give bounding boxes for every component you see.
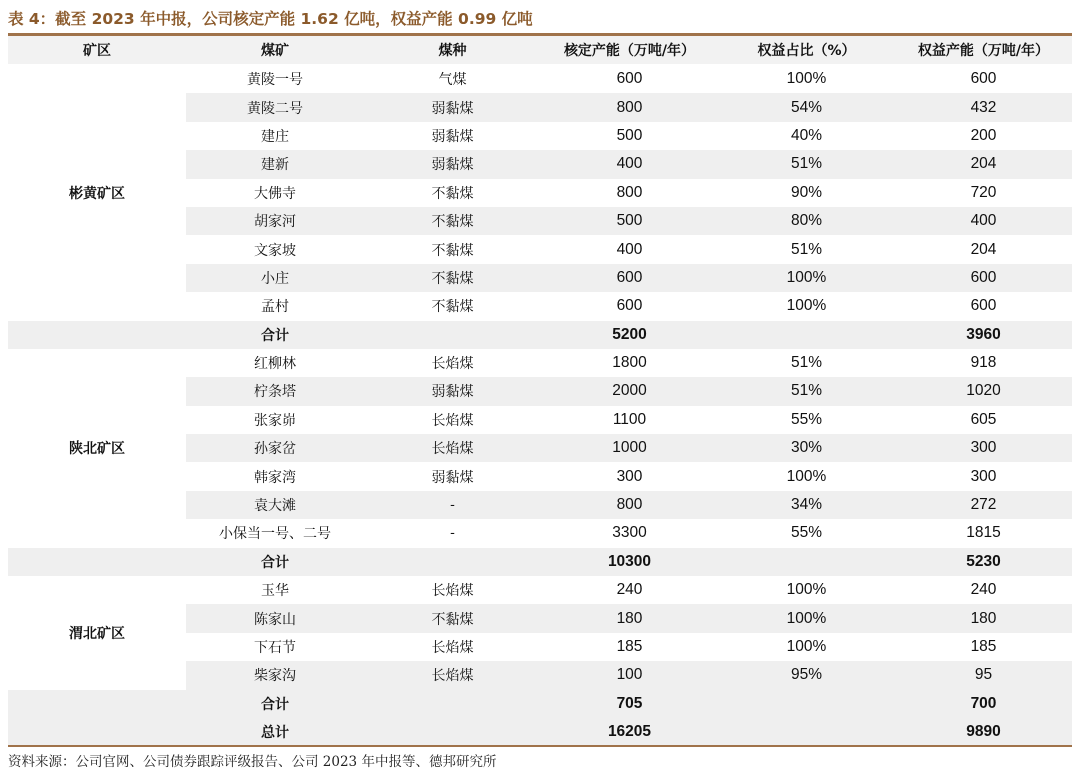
total-capacity: 16205 bbox=[541, 718, 718, 746]
region-cell: 彬黄矿区 bbox=[8, 65, 186, 321]
subtotal-row bbox=[8, 690, 1072, 718]
coal-type-cell: 不黏煤 bbox=[364, 207, 541, 235]
subtotal-label: 合计 bbox=[186, 321, 364, 349]
mine-cell: 下石节 bbox=[186, 633, 364, 661]
capacity-cell: 800 bbox=[541, 491, 718, 519]
equity-share-cell: 100% bbox=[718, 633, 895, 661]
equity-capacity-cell: 600 bbox=[895, 65, 1072, 94]
equity-capacity-cell: 432 bbox=[895, 93, 1072, 121]
equity-share-cell: 51% bbox=[718, 150, 895, 178]
mine-cell: 建庄 bbox=[186, 122, 364, 150]
equity-share-cell: 55% bbox=[718, 519, 895, 547]
equity-share-cell: 51% bbox=[718, 377, 895, 405]
mine-cell: 玉华 bbox=[186, 576, 364, 604]
coal-type-cell: 长焰煤 bbox=[364, 434, 541, 462]
equity-share-cell: 55% bbox=[718, 406, 895, 434]
subtotal-capacity: 705 bbox=[541, 690, 718, 718]
header-cell: 矿区 bbox=[8, 36, 186, 65]
subtotal-capacity: 5200 bbox=[541, 321, 718, 349]
mine-cell: 黄陵二号 bbox=[186, 93, 364, 121]
mine-cell: 韩家湾 bbox=[186, 462, 364, 490]
equity-capacity-cell: 204 bbox=[895, 235, 1072, 263]
empty-cell bbox=[364, 321, 541, 349]
equity-share-cell: 95% bbox=[718, 661, 895, 689]
mine-cell: 孙家岔 bbox=[186, 434, 364, 462]
mine-cell: 建新 bbox=[186, 150, 364, 178]
capacity-cell: 800 bbox=[541, 179, 718, 207]
capacity-cell: 600 bbox=[541, 264, 718, 292]
source-note: 资料来源：公司官网、公司债券跟踪评级报告、公司 2023 年中报等、德邦研究所 bbox=[8, 754, 497, 770]
capacity-cell: 180 bbox=[541, 604, 718, 632]
capacity-cell: 500 bbox=[541, 207, 718, 235]
header-cell: 煤种 bbox=[364, 36, 541, 65]
equity-share-cell: 80% bbox=[718, 207, 895, 235]
table-body bbox=[8, 65, 1072, 747]
mine-cell: 红柳林 bbox=[186, 349, 364, 377]
equity-capacity-cell: 600 bbox=[895, 264, 1072, 292]
equity-capacity-cell: 605 bbox=[895, 406, 1072, 434]
equity-capacity-cell: 600 bbox=[895, 292, 1072, 320]
table-row bbox=[8, 576, 1072, 604]
coal-type-cell: 弱黏煤 bbox=[364, 93, 541, 121]
mine-cell: 陈家山 bbox=[186, 604, 364, 632]
coal-type-cell: 不黏煤 bbox=[364, 235, 541, 263]
coal-type-cell: 弱黏煤 bbox=[364, 462, 541, 490]
subtotal-equity: 3960 bbox=[895, 321, 1072, 349]
table-title: 表 4：截至 2023 年中报，公司核定产能 1.62 亿吨，权益产能 0.99 亿吨 bbox=[8, 10, 533, 28]
subtotal-row bbox=[8, 548, 1072, 576]
empty-cell bbox=[8, 548, 186, 576]
coal-type-cell: 弱黏煤 bbox=[364, 122, 541, 150]
equity-capacity-cell: 272 bbox=[895, 491, 1072, 519]
mine-cell: 小庄 bbox=[186, 264, 364, 292]
mine-cell: 文家坡 bbox=[186, 235, 364, 263]
empty-cell bbox=[718, 690, 895, 718]
total-label: 总计 bbox=[186, 718, 364, 746]
equity-share-cell: 51% bbox=[718, 235, 895, 263]
mine-cell: 小保当一号、二号 bbox=[186, 519, 364, 547]
equity-share-cell: 54% bbox=[718, 93, 895, 121]
equity-capacity-cell: 204 bbox=[895, 150, 1072, 178]
coal-type-cell: 弱黏煤 bbox=[364, 377, 541, 405]
coal-type-cell: 长焰煤 bbox=[364, 576, 541, 604]
header-cell: 核定产能（万吨/年） bbox=[541, 36, 718, 65]
empty-cell bbox=[718, 548, 895, 576]
equity-share-cell: 90% bbox=[718, 179, 895, 207]
subtotal-label: 合计 bbox=[186, 690, 364, 718]
capacity-cell: 3300 bbox=[541, 519, 718, 547]
equity-capacity-cell: 720 bbox=[895, 179, 1072, 207]
equity-share-cell: 34% bbox=[718, 491, 895, 519]
mine-cell: 黄陵一号 bbox=[186, 65, 364, 94]
equity-share-cell: 51% bbox=[718, 349, 895, 377]
header-cell: 权益产能（万吨/年） bbox=[895, 36, 1072, 65]
mine-cell: 大佛寺 bbox=[186, 179, 364, 207]
equity-capacity-cell: 300 bbox=[895, 434, 1072, 462]
equity-capacity-cell: 400 bbox=[895, 207, 1072, 235]
header-row bbox=[8, 36, 1072, 65]
equity-capacity-cell: 300 bbox=[895, 462, 1072, 490]
coal-type-cell: 长焰煤 bbox=[364, 349, 541, 377]
equity-capacity-cell: 200 bbox=[895, 122, 1072, 150]
coal-type-cell: 不黏煤 bbox=[364, 264, 541, 292]
mine-cell: 柠条塔 bbox=[186, 377, 364, 405]
capacity-cell: 800 bbox=[541, 93, 718, 121]
equity-capacity-cell: 95 bbox=[895, 661, 1072, 689]
capacity-cell: 2000 bbox=[541, 377, 718, 405]
coal-type-cell: - bbox=[364, 519, 541, 547]
coal-type-cell: 不黏煤 bbox=[364, 604, 541, 632]
capacity-cell: 300 bbox=[541, 462, 718, 490]
region-cell: 渭北矿区 bbox=[8, 576, 186, 690]
empty-cell bbox=[8, 690, 186, 718]
coal-type-cell: - bbox=[364, 491, 541, 519]
equity-share-cell: 30% bbox=[718, 434, 895, 462]
coal-type-cell: 长焰煤 bbox=[364, 633, 541, 661]
capacity-cell: 100 bbox=[541, 661, 718, 689]
equity-capacity-cell: 180 bbox=[895, 604, 1072, 632]
coal-type-cell: 长焰煤 bbox=[364, 406, 541, 434]
equity-share-cell: 100% bbox=[718, 462, 895, 490]
capacity-cell: 1000 bbox=[541, 434, 718, 462]
total-equity: 9890 bbox=[895, 718, 1072, 746]
subtotal-equity: 700 bbox=[895, 690, 1072, 718]
coal-type-cell: 气煤 bbox=[364, 65, 541, 94]
capacity-cell: 600 bbox=[541, 65, 718, 94]
bottom-rule bbox=[8, 745, 1072, 747]
empty-cell bbox=[8, 321, 186, 349]
equity-capacity-cell: 1020 bbox=[895, 377, 1072, 405]
empty-cell bbox=[8, 718, 186, 746]
capacity-cell: 1100 bbox=[541, 406, 718, 434]
equity-share-cell: 100% bbox=[718, 576, 895, 604]
equity-capacity-cell: 918 bbox=[895, 349, 1072, 377]
equity-share-cell: 100% bbox=[718, 292, 895, 320]
mine-cell: 柴家沟 bbox=[186, 661, 364, 689]
empty-cell bbox=[364, 548, 541, 576]
empty-cell bbox=[718, 321, 895, 349]
equity-share-cell: 100% bbox=[718, 264, 895, 292]
subtotal-capacity: 10300 bbox=[541, 548, 718, 576]
capacity-cell: 185 bbox=[541, 633, 718, 661]
empty-cell bbox=[718, 718, 895, 746]
equity-capacity-cell: 240 bbox=[895, 576, 1072, 604]
coal-type-cell: 弱黏煤 bbox=[364, 150, 541, 178]
mine-cell: 孟村 bbox=[186, 292, 364, 320]
equity-share-cell: 40% bbox=[718, 122, 895, 150]
equity-capacity-cell: 1815 bbox=[895, 519, 1072, 547]
mine-cell: 袁大滩 bbox=[186, 491, 364, 519]
header-cell: 煤矿 bbox=[186, 36, 364, 65]
capacity-cell: 500 bbox=[541, 122, 718, 150]
region-cell: 陕北矿区 bbox=[8, 349, 186, 548]
grand-total-row bbox=[8, 718, 1072, 746]
equity-share-cell: 100% bbox=[718, 65, 895, 94]
coal-type-cell: 不黏煤 bbox=[364, 292, 541, 320]
header-cell: 权益占比（%） bbox=[718, 36, 895, 65]
mine-cell: 张家峁 bbox=[186, 406, 364, 434]
mine-cell: 胡家河 bbox=[186, 207, 364, 235]
capacity-cell: 400 bbox=[541, 235, 718, 263]
subtotal-equity: 5230 bbox=[895, 548, 1072, 576]
equity-share-cell: 100% bbox=[718, 604, 895, 632]
empty-cell bbox=[364, 718, 541, 746]
capacity-cell: 240 bbox=[541, 576, 718, 604]
capacity-cell: 1800 bbox=[541, 349, 718, 377]
capacity-cell: 600 bbox=[541, 292, 718, 320]
subtotal-label: 合计 bbox=[186, 548, 364, 576]
equity-capacity-cell: 185 bbox=[895, 633, 1072, 661]
coal-type-cell: 长焰煤 bbox=[364, 661, 541, 689]
capacity-table bbox=[8, 36, 1072, 746]
table-row bbox=[8, 65, 1072, 94]
subtotal-row bbox=[8, 321, 1072, 349]
empty-cell bbox=[364, 690, 541, 718]
coal-type-cell: 不黏煤 bbox=[364, 179, 541, 207]
table-row bbox=[8, 349, 1072, 377]
capacity-cell: 400 bbox=[541, 150, 718, 178]
